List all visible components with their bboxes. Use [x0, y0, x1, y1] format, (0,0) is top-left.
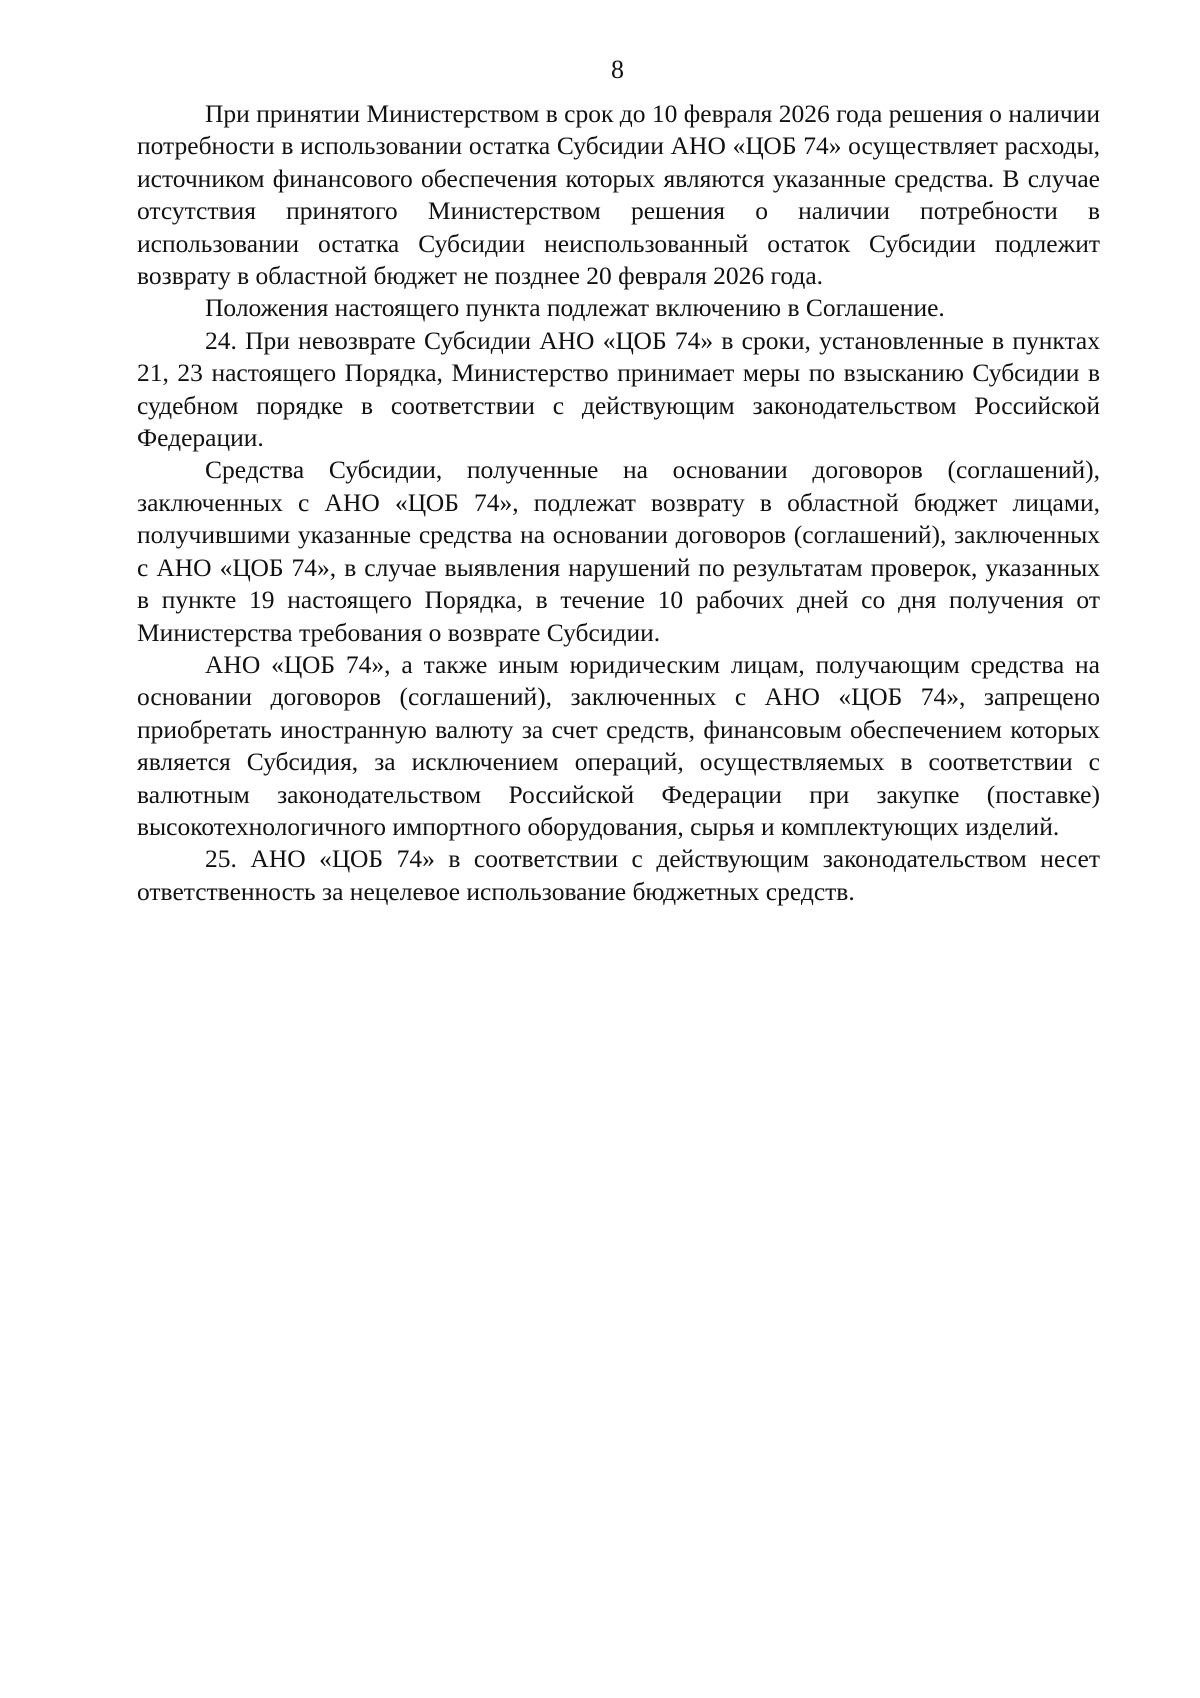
paragraph-agreement-inclusion: Положения настоящего пункта подлежат включению в Соглашение.	[205, 293, 945, 323]
paragraph-currency-restriction: АНО «ЦОБ 74», а также иным юридическим лицам, получающим средства на основании договоров (соглашений), заключенных с АНО «ЦОБ 74», запрещено приобретать иностранную валюту за счет средств, финансовым обеспечением которых является Субсидия, за исключением операций, осуществляемых в соответствии с валютным законодательством Российской Федерации при закупке (поставке) высокотехнологичного импортного оборудования, сырья и комплектующих изделий.	[137, 649, 1100, 841]
document-body	[137, 98, 1100, 908]
paragraph-item-24: 24. При невозврате Субсидии АНО «ЦОБ 74» в сроки, установленные в пунктах 21, 23 настоящего Порядка, Министерство принимает меры по взысканию Субсидии в судебном порядке в соответствии с действующим законодательством Российской Федерации.	[137, 325, 1100, 453]
paragraph-funds-return: Средства Субсидии, полученные на основании договоров (соглашений), заключенных с АНО «ЦОБ 74», подлежат возврату в областной бюджет лицами, получившими указанные средства на основании договоров (соглашений), заключенных с АНО «ЦОБ 74», в случае выявления нарушений по результатам проверок, указанных в пункте 19 настоящего Порядка, в течение 10 рабочих дней со дня получения от Министерства требования о возврате Субсидии.	[137, 455, 1100, 647]
page-number: 8	[611, 55, 624, 84]
paragraph-item-25: 25. АНО «ЦОБ 74» в соответствии с действующим законодательством несет ответственность за нецелевое использование бюджетных средств.	[137, 844, 1100, 906]
paragraph-subsidy-balance: При принятии Министерством в срок до 10 февраля 2026 года решения о наличии потребности в использовании остатка Субсидии АНО «ЦОБ 74» осуществляет расходы, источником финансового обеспечения которых являются указанные средства. В случае отсутствия принятого Министерством решения о наличии потребности в использовании остатка Субсидии неиспользованный остаток Субсидии подлежит возврату в областной бюджет не позднее 20 февраля 2026 года.	[137, 99, 1100, 291]
